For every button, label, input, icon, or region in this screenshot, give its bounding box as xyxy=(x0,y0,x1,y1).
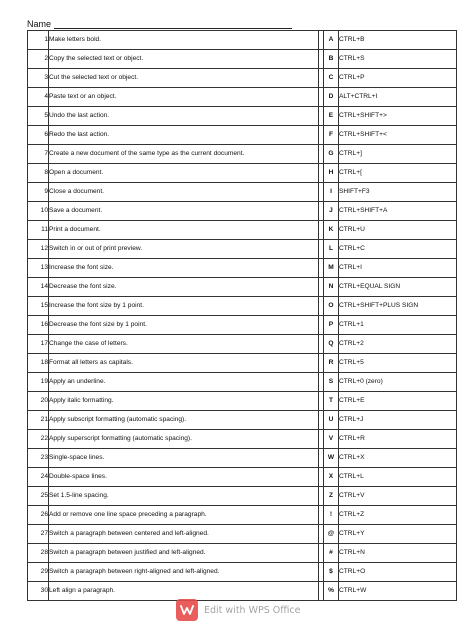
table-row xyxy=(28,487,457,506)
row-number: 7 xyxy=(28,145,49,164)
row-letter: J xyxy=(324,202,339,221)
row-number: 16 xyxy=(28,316,49,335)
table-row xyxy=(28,31,457,50)
row-shortcut: CTRL+X xyxy=(339,449,457,468)
row-letter: V xyxy=(324,430,339,449)
row-number: 18 xyxy=(28,354,49,373)
row-letter: E xyxy=(324,107,339,126)
row-shortcut: CTRL+I xyxy=(339,259,457,278)
row-description: Switch a paragraph between justified and left-aligned. xyxy=(49,544,319,563)
row-number: 28 xyxy=(28,544,49,563)
row-shortcut: CTRL+] xyxy=(339,145,457,164)
table-row xyxy=(28,449,457,468)
row-letter: @ xyxy=(324,525,339,544)
row-shortcut: CTRL+J xyxy=(339,411,457,430)
row-shortcut: CTRL+SHIFT+A xyxy=(339,202,457,221)
row-letter: R xyxy=(324,354,339,373)
table-row xyxy=(28,183,457,202)
row-description: Apply an underline. xyxy=(49,373,319,392)
row-shortcut: CTRL+5 xyxy=(339,354,457,373)
table-row xyxy=(28,164,457,183)
row-letter: F xyxy=(324,126,339,145)
row-description: Close a document. xyxy=(49,183,319,202)
row-letter: I xyxy=(324,183,339,202)
row-letter: ! xyxy=(324,506,339,525)
row-description: Copy the selected text or object. xyxy=(49,50,319,69)
row-number: 21 xyxy=(28,411,49,430)
row-letter: $ xyxy=(324,563,339,582)
row-shortcut: CTRL+1 xyxy=(339,316,457,335)
row-description: Print a document. xyxy=(49,221,319,240)
row-shortcut: CTRL+E xyxy=(339,392,457,411)
name-field xyxy=(27,13,292,29)
row-shortcut: CTRL+Y xyxy=(339,525,457,544)
row-number: 23 xyxy=(28,449,49,468)
table-row xyxy=(28,88,457,107)
row-shortcut: CTRL+C xyxy=(339,240,457,259)
table-row xyxy=(28,392,457,411)
row-shortcut: CTRL+R xyxy=(339,430,457,449)
row-letter: G xyxy=(324,145,339,164)
row-description: Double-space lines. xyxy=(49,468,319,487)
row-number: 9 xyxy=(28,183,49,202)
table-row xyxy=(28,468,457,487)
row-shortcut: CTRL+P xyxy=(339,69,457,88)
row-number: 6 xyxy=(28,126,49,145)
row-shortcut: CTRL+U xyxy=(339,221,457,240)
row-description: Switch a paragraph between right-aligned and left-aligned. xyxy=(49,563,319,582)
row-number: 1 xyxy=(28,31,49,50)
table-row xyxy=(28,259,457,278)
row-description: Undo the last action. xyxy=(49,107,319,126)
row-description: Increase the font size by 1 point. xyxy=(49,297,319,316)
row-description: Make letters bold. xyxy=(49,31,319,50)
table-row xyxy=(28,240,457,259)
wps-office-logo-icon xyxy=(176,599,198,621)
row-number: 29 xyxy=(28,563,49,582)
row-shortcut: CTRL+EQUAL SIGN xyxy=(339,278,457,297)
row-number: 20 xyxy=(28,392,49,411)
row-letter: T xyxy=(324,392,339,411)
row-letter: Z xyxy=(324,487,339,506)
table-row xyxy=(28,563,457,582)
row-letter: D xyxy=(324,88,339,107)
row-shortcut: CTRL+W xyxy=(339,582,457,601)
row-letter: H xyxy=(324,164,339,183)
row-number: 14 xyxy=(28,278,49,297)
row-number: 12 xyxy=(28,240,49,259)
row-description: Increase the font size. xyxy=(49,259,319,278)
row-shortcut: CTRL+[ xyxy=(339,164,457,183)
row-number: 11 xyxy=(28,221,49,240)
row-description: Decrease the font size by 1 point. xyxy=(49,316,319,335)
row-letter: K xyxy=(324,221,339,240)
table-row xyxy=(28,544,457,563)
row-letter: C xyxy=(324,69,339,88)
row-number: 4 xyxy=(28,88,49,107)
row-letter: S xyxy=(324,373,339,392)
row-number: 13 xyxy=(28,259,49,278)
name-label: Name xyxy=(27,19,52,29)
row-shortcut: CTRL+Z xyxy=(339,506,457,525)
table-row xyxy=(28,126,457,145)
table-row xyxy=(28,69,457,88)
table-row xyxy=(28,525,457,544)
table-row xyxy=(28,278,457,297)
row-shortcut: ALT+CTRL+I xyxy=(339,88,457,107)
row-letter: N xyxy=(324,278,339,297)
row-number: 19 xyxy=(28,373,49,392)
row-shortcut: CTRL+SHIFT+< xyxy=(339,126,457,145)
row-description: Cut the selected text or object. xyxy=(49,69,319,88)
row-number: 24 xyxy=(28,468,49,487)
row-letter: W xyxy=(324,449,339,468)
row-description: Switch a paragraph between centered and left-aligned. xyxy=(49,525,319,544)
row-shortcut: CTRL+V xyxy=(339,487,457,506)
row-number: 30 xyxy=(28,582,49,601)
row-letter: % xyxy=(324,582,339,601)
row-description: Redo the last action. xyxy=(49,126,319,145)
row-shortcut: CTRL+S xyxy=(339,50,457,69)
row-letter: M xyxy=(324,259,339,278)
row-shortcut: CTRL+O xyxy=(339,563,457,582)
table-row xyxy=(28,335,457,354)
table-row xyxy=(28,145,457,164)
table-row xyxy=(28,506,457,525)
row-description: Apply subscript formatting (automatic spacing). xyxy=(49,411,319,430)
table-row xyxy=(28,297,457,316)
row-number: 15 xyxy=(28,297,49,316)
row-shortcut: CTRL+N xyxy=(339,544,457,563)
table-row xyxy=(28,354,457,373)
row-description: Apply italic formatting. xyxy=(49,392,319,411)
name-blank-line xyxy=(54,18,292,29)
row-description: Switch in or out of print preview. xyxy=(49,240,319,259)
row-letter: U xyxy=(324,411,339,430)
row-description: Save a document. xyxy=(49,202,319,221)
row-number: 3 xyxy=(28,69,49,88)
table-body xyxy=(28,31,457,601)
row-number: 26 xyxy=(28,506,49,525)
row-description: Open a document. xyxy=(49,164,319,183)
table-row xyxy=(28,373,457,392)
row-number: 2 xyxy=(28,50,49,69)
row-number: 10 xyxy=(28,202,49,221)
row-description: Create a new document of the same type as the current document. xyxy=(49,145,319,164)
row-description: Apply superscript formatting (automatic spacing). xyxy=(49,430,319,449)
row-description: Decrease the font size. xyxy=(49,278,319,297)
row-description: Change the case of letters. xyxy=(49,335,319,354)
row-number: 5 xyxy=(28,107,49,126)
row-letter: Q xyxy=(324,335,339,354)
row-description: Format all letters as capitals. xyxy=(49,354,319,373)
row-description: Paste text or an object. xyxy=(49,88,319,107)
row-letter: B xyxy=(324,50,339,69)
row-letter: A xyxy=(324,31,339,50)
watermark-text: Edit with WPS Office xyxy=(204,604,301,616)
row-shortcut: CTRL+L xyxy=(339,468,457,487)
row-shortcut: CTRL+0 (zero) xyxy=(339,373,457,392)
row-shortcut: CTRL+SHIFT+PLUS SIGN xyxy=(339,297,457,316)
table-row xyxy=(28,50,457,69)
row-letter: L xyxy=(324,240,339,259)
row-number: 27 xyxy=(28,525,49,544)
table-row xyxy=(28,107,457,126)
row-shortcut: CTRL+SHIFT+> xyxy=(339,107,457,126)
row-description: Set 1.5-line spacing. xyxy=(49,487,319,506)
table-row xyxy=(28,202,457,221)
row-description: Single-space lines. xyxy=(49,449,319,468)
row-number: 17 xyxy=(28,335,49,354)
row-description: Left align a paragraph. xyxy=(49,582,319,601)
row-number: 8 xyxy=(28,164,49,183)
wps-watermark[interactable] xyxy=(176,598,301,622)
row-letter: P xyxy=(324,316,339,335)
row-letter: X xyxy=(324,468,339,487)
table-row xyxy=(28,411,457,430)
table-row xyxy=(28,430,457,449)
row-number: 22 xyxy=(28,430,49,449)
row-description: Add or remove one line space preceding a paragraph. xyxy=(49,506,319,525)
table-row xyxy=(28,316,457,335)
row-shortcut: SHIFT+F3 xyxy=(339,183,457,202)
row-number: 25 xyxy=(28,487,49,506)
shortcut-matching-table xyxy=(27,30,457,601)
row-letter: O xyxy=(324,297,339,316)
row-letter: # xyxy=(324,544,339,563)
row-shortcut: CTRL+B xyxy=(339,31,457,50)
table-row xyxy=(28,221,457,240)
row-shortcut: CTRL+2 xyxy=(339,335,457,354)
